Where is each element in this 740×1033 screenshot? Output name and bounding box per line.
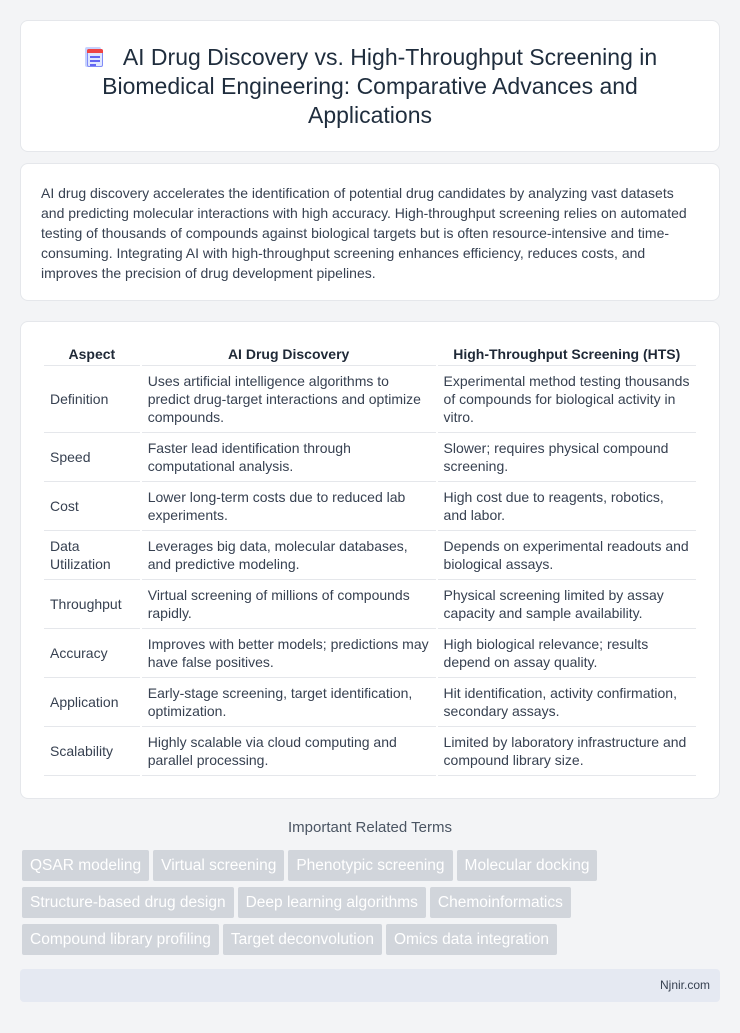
cell-ai-drug-discovery: Leverages big data, molecular databases, and predictive modeling.	[142, 531, 436, 580]
related-term-tag[interactable]: Deep learning algorithms	[238, 887, 426, 918]
header-aspect: Aspect	[44, 342, 140, 366]
table-row	[44, 366, 696, 433]
cell-aspect: Application	[44, 678, 140, 727]
cell-ai-drug-discovery: Improves with better models; predictions may have false positives.	[142, 629, 436, 678]
table-row	[44, 531, 696, 580]
cell-hts: High biological relevance; results depend on assay quality.	[438, 629, 696, 678]
cell-aspect: Scalability	[44, 727, 140, 776]
cell-ai-drug-discovery: Lower long-term costs due to reduced lab experiments.	[142, 482, 436, 531]
header-hts: High-Throughput Screening (HTS)	[438, 342, 696, 366]
cell-ai-drug-discovery: Highly scalable via cloud computing and parallel processing.	[142, 727, 436, 776]
comparison-table-card	[20, 321, 720, 799]
table-row	[44, 482, 696, 531]
cell-ai-drug-discovery: Virtual screening of millions of compounds rapidly.	[142, 580, 436, 629]
related-term-tag[interactable]: Structure-based drug design	[22, 887, 234, 918]
related-term-tag[interactable]: Target deconvolution	[223, 924, 382, 955]
table-row	[44, 580, 696, 629]
cell-aspect: Accuracy	[44, 629, 140, 678]
related-terms-tags	[22, 850, 722, 961]
related-term-tag[interactable]: QSAR modeling	[22, 850, 149, 881]
cell-hts: Depends on experimental readouts and biological assays.	[438, 531, 696, 580]
title-card	[20, 20, 720, 152]
cell-aspect: Speed	[44, 433, 140, 482]
related-term-tag[interactable]: Compound library profiling	[22, 924, 219, 955]
cell-ai-drug-discovery: Uses artificial intelligence algorithms to predict drug-target interactions and optimize compounds.	[142, 366, 436, 433]
footer	[20, 969, 720, 1002]
footer-source: Njnir.com	[659, 978, 710, 992]
related-term-tag[interactable]: Chemoinformatics	[430, 887, 571, 918]
summary-card	[20, 163, 720, 301]
cell-aspect: Definition	[44, 366, 140, 433]
table-row	[44, 678, 696, 727]
related-term-tag[interactable]: Molecular docking	[457, 850, 598, 881]
summary-text: AI drug discovery accelerates the identification of potential drug candidates by analyzing vast datasets and predicting molecular interactions with high accuracy. High-throughput screening relies on automated testing of thousands of compounds against biological targets but is often resource-intensive and time-consuming. Integrating AI with high-throughput screening enhances efficiency, reduces costs, and improves the precision of drug development pipelines.	[41, 185, 687, 281]
cell-aspect: Cost	[44, 482, 140, 531]
cell-aspect: Throughput	[44, 580, 140, 629]
page-title	[51, 43, 689, 130]
header-ai-drug-discovery: AI Drug Discovery	[142, 342, 436, 366]
tag-row	[22, 924, 722, 961]
cell-hts: Slower; requires physical compound screening.	[438, 433, 696, 482]
related-term-tag[interactable]: Virtual screening	[153, 850, 284, 881]
related-term-tag[interactable]: Omics data integration	[386, 924, 557, 955]
table-row	[44, 433, 696, 482]
cell-aspect: Data Utilization	[44, 531, 140, 580]
tag-row	[22, 887, 722, 924]
cell-hts: Physical screening limited by assay capacity and sample availability.	[438, 580, 696, 629]
page-title-text: AI Drug Discovery vs. High-Throughput Screening in Biomedical Engineering: Comparative Advances and Applications	[102, 44, 658, 128]
cell-hts: High cost due to reagents, robotics, and labor.	[438, 482, 696, 531]
cell-ai-drug-discovery: Faster lead identification through computational analysis.	[142, 433, 436, 482]
table-row	[44, 629, 696, 678]
table-row	[44, 727, 696, 776]
document-icon	[83, 46, 105, 68]
tag-row	[22, 850, 722, 887]
table-header-row	[44, 342, 696, 366]
comparison-table	[42, 342, 698, 776]
related-terms-title: Important Related Terms	[288, 819, 452, 836]
cell-hts: Experimental method testing thousands of compounds for biological activity in vitro.	[438, 366, 696, 433]
related-term-tag[interactable]: Phenotypic screening	[288, 850, 452, 881]
cell-hts: Limited by laboratory infrastructure and compound library size.	[438, 727, 696, 776]
cell-ai-drug-discovery: Early-stage screening, target identification, optimization.	[142, 678, 436, 727]
cell-hts: Hit identification, activity confirmation, secondary assays.	[438, 678, 696, 727]
